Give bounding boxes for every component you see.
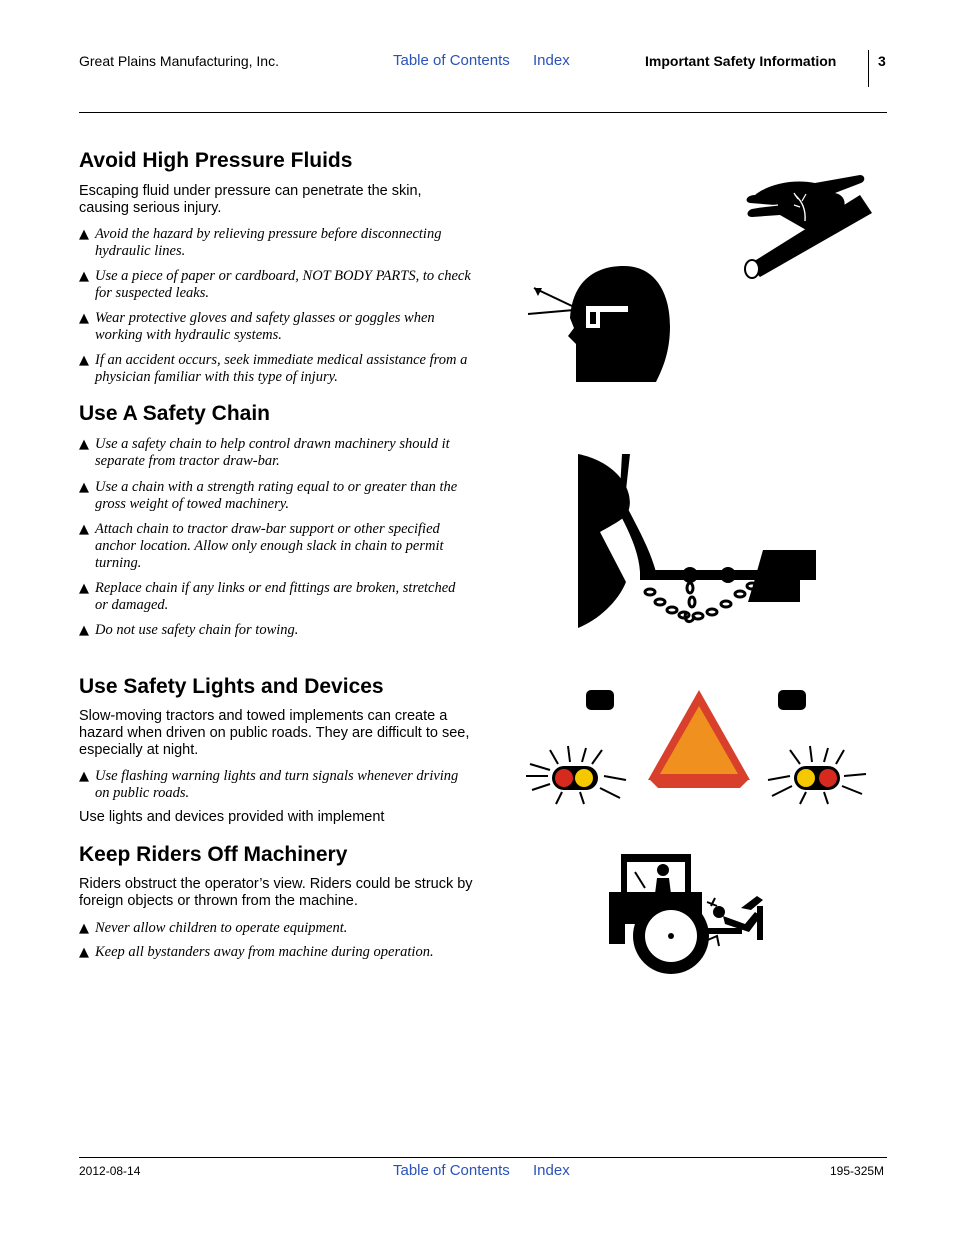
footer-date: 2012-08-14 <box>79 1164 141 1178</box>
tractor-rider-hazard-icon <box>607 852 772 976</box>
bullet-triangle-icon: ▲ <box>79 921 89 936</box>
bullet-triangle-icon: ▲ <box>79 623 89 638</box>
heading-riders: Keep Riders Off Machinery <box>79 843 348 866</box>
footer-rule <box>79 1157 887 1158</box>
bullet-triangle-icon: ▲ <box>79 269 89 284</box>
bullet-triangle-icon: ▲ <box>79 437 89 452</box>
safety-glasses-head-icon <box>528 266 673 382</box>
heading-lights: Use Safety Lights and Devices <box>79 675 384 698</box>
company-name: Great Plains Manufacturing, Inc. <box>79 53 279 69</box>
bullet-triangle-icon: ▲ <box>79 480 89 495</box>
list-item: ▲ Wear protective gloves and safety glasses or goggles when working with hydraulic systems. <box>79 310 435 343</box>
list-item: ▲ If an accident occurs, seek immediate medical assistance from a physician familiar with this type of injury. <box>79 352 468 385</box>
header-toc-link[interactable]: Table of Contents <box>393 52 510 69</box>
bullet-triangle-icon: ▲ <box>79 522 89 537</box>
list-item: ▲ Keep all bystanders away from machine during operation. <box>79 944 434 960</box>
header-rule <box>79 112 887 113</box>
bullet-triangle-icon: ▲ <box>79 227 89 242</box>
list-item: ▲ Avoid the hazard by relieving pressure before disconnecting hydraulic lines. <box>79 226 442 259</box>
riders-intro: Riders obstruct the operator’s view. Riders could be struck by foreign objects or thrown from the machine. <box>79 876 473 909</box>
hand-fluid-injection-icon <box>740 165 875 277</box>
safety-chain-hitch-icon <box>578 452 818 630</box>
list-item: ▲ Never allow children to operate equipment. <box>79 920 348 936</box>
section-title: Important Safety Information <box>645 53 837 69</box>
list-item: ▲ Use flashing warning lights and turn signals whenever driving on public roads. <box>79 768 459 801</box>
list-item: ▲ Use a piece of paper or cardboard, NOT BODY PARTS, to check for suspected leaks. <box>79 268 471 301</box>
bullet-triangle-icon: ▲ <box>79 311 89 326</box>
flashing-light-left-icon <box>526 746 626 804</box>
slow-moving-vehicle-lights-icon <box>522 688 868 804</box>
bullet-triangle-icon: ▲ <box>79 581 89 596</box>
list-item: ▲ Do not use safety chain for towing. <box>79 622 299 638</box>
lights-note: Use lights and devices provided with implement <box>79 809 385 825</box>
list-item: ▲ Use a safety chain to help control drawn machinery should it separate from tractor draw-bar. <box>79 436 450 469</box>
heading-pressure: Avoid High Pressure Fluids <box>79 149 353 172</box>
footer-index-link[interactable]: Index <box>533 1162 570 1179</box>
heading-chain: Use A Safety Chain <box>79 402 270 425</box>
bullet-triangle-icon: ▲ <box>79 769 89 784</box>
list-item: ▲ Use a chain with a strength rating equal to or greater than the gross weight of towed machinery. <box>79 479 458 512</box>
bullet-triangle-icon: ▲ <box>79 945 89 960</box>
page-number: 3 <box>878 53 886 69</box>
header-index-link[interactable]: Index <box>533 52 570 69</box>
footer-toc-link[interactable]: Table of Contents <box>393 1162 510 1179</box>
footer-doc-number: 195-325M <box>830 1164 885 1178</box>
pressure-intro: Escaping fluid under pressure can penetrate the skin, causing serious injury. <box>79 183 422 216</box>
list-item: ▲ Attach chain to tractor draw-bar support or other specified anchor location. Allow only enough slack in chain to permit turning. <box>79 521 444 571</box>
list-item: ▲ Replace chain if any links or end fittings are broken, stretched or damaged. <box>79 580 456 613</box>
lights-intro: Slow-moving tractors and towed implements can create a hazard when driven on public roads. They are difficult to see, especially at night. <box>79 708 470 758</box>
bullet-triangle-icon: ▲ <box>79 353 89 368</box>
header-divider <box>868 50 869 87</box>
flashing-light-right-icon <box>768 746 866 804</box>
